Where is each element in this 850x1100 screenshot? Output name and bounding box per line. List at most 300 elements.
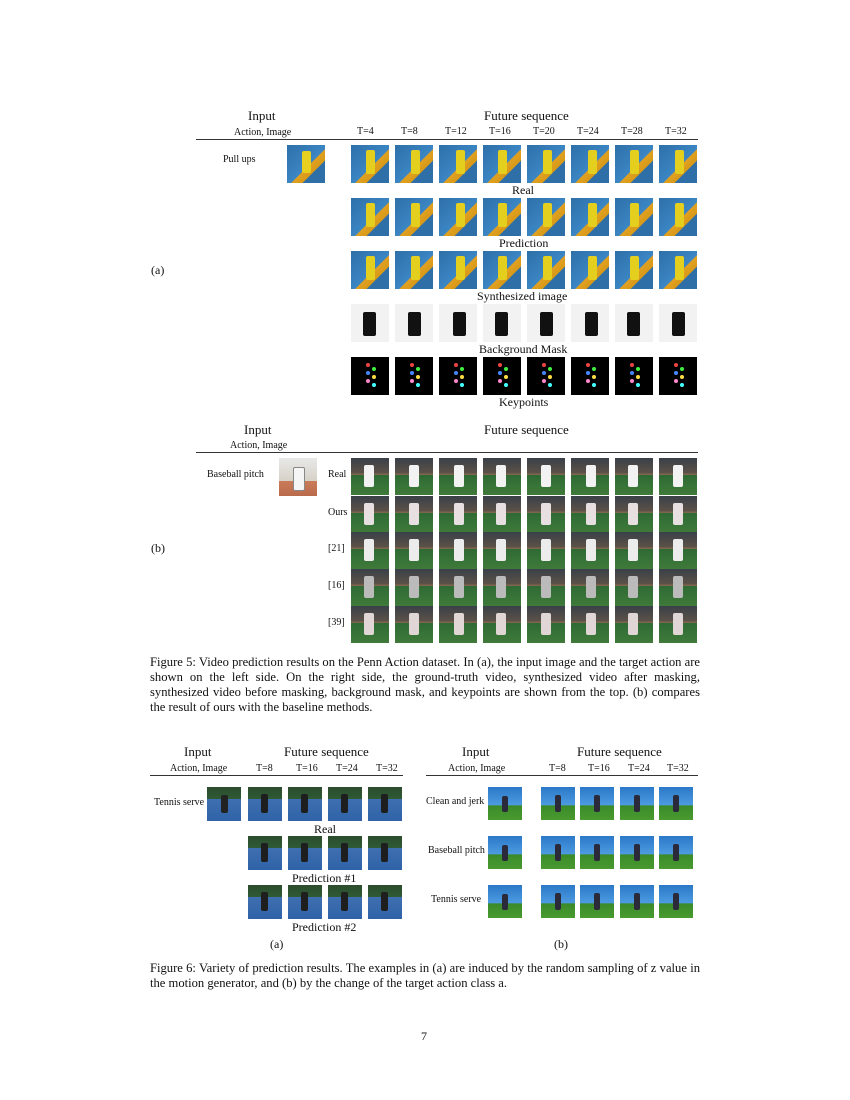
figure-silhouette bbox=[409, 613, 419, 635]
figure-silhouette bbox=[409, 465, 419, 487]
frame-thumbnail bbox=[439, 145, 477, 183]
frame-thumbnail bbox=[351, 532, 389, 569]
figure-silhouette bbox=[586, 465, 596, 487]
time-label: T=4 bbox=[357, 126, 374, 137]
keypoint-dot bbox=[542, 363, 546, 367]
figure-silhouette bbox=[496, 576, 506, 598]
time-label: T=32 bbox=[376, 763, 398, 774]
frame-thumbnail bbox=[527, 357, 565, 395]
fig5a-input-image bbox=[287, 145, 325, 183]
figure-silhouette bbox=[498, 150, 507, 174]
row-label: Prediction bbox=[499, 236, 549, 250]
figure-silhouette bbox=[673, 795, 679, 812]
figure-silhouette bbox=[675, 150, 684, 174]
figure-silhouette bbox=[364, 539, 374, 561]
keypoint-dot bbox=[504, 367, 508, 371]
frame-thumbnail bbox=[439, 304, 477, 342]
figure-silhouette bbox=[366, 150, 375, 174]
figure-silhouette bbox=[502, 894, 508, 910]
figure-silhouette bbox=[411, 256, 420, 280]
time-label: T=20 bbox=[533, 126, 555, 137]
frame-thumbnail bbox=[368, 787, 402, 821]
frame-thumbnail bbox=[395, 251, 433, 289]
frame-thumbnail bbox=[659, 357, 697, 395]
keypoint-dot bbox=[586, 363, 590, 367]
row-label: [21] bbox=[328, 543, 345, 554]
frame-thumbnail bbox=[527, 606, 565, 643]
frame-thumbnail bbox=[351, 569, 389, 606]
frame-thumbnail bbox=[439, 606, 477, 643]
fig6a-action-label: Tennis serve bbox=[154, 797, 205, 808]
row-label: Prediction #2 bbox=[292, 920, 357, 934]
keypoint-dot bbox=[460, 367, 464, 371]
figure-silhouette bbox=[381, 892, 388, 911]
figure-silhouette bbox=[673, 844, 679, 861]
time-label: T=24 bbox=[628, 763, 650, 774]
frame-thumbnail bbox=[620, 836, 654, 869]
frame-thumbnail bbox=[483, 251, 521, 289]
fig5b-input-image bbox=[279, 458, 317, 496]
figure-silhouette bbox=[673, 613, 683, 635]
keypoint-dot bbox=[416, 367, 420, 371]
figure-silhouette bbox=[585, 312, 598, 336]
keypoint-dot bbox=[630, 371, 634, 375]
figure-silhouette bbox=[409, 576, 419, 598]
frame-thumbnail bbox=[368, 836, 402, 870]
frame-thumbnail bbox=[659, 569, 697, 606]
page-number: 7 bbox=[421, 1029, 427, 1043]
figure-silhouette bbox=[456, 203, 465, 227]
figure-silhouette bbox=[411, 203, 420, 227]
figure-silhouette bbox=[628, 465, 638, 487]
figure-silhouette bbox=[495, 312, 508, 336]
figure-silhouette bbox=[634, 844, 640, 861]
keypoint-dot bbox=[592, 375, 596, 379]
time-label: T=16 bbox=[588, 763, 610, 774]
keypoint-dot bbox=[548, 375, 552, 379]
frame-thumbnail bbox=[527, 532, 565, 569]
row-label: Background Mask bbox=[479, 342, 568, 356]
row-label: Real bbox=[512, 183, 534, 197]
figure-silhouette bbox=[341, 892, 348, 911]
figure-silhouette bbox=[594, 893, 600, 910]
fig5b-input-header: Input bbox=[244, 422, 272, 437]
frame-thumbnail bbox=[527, 251, 565, 289]
figure-silhouette bbox=[555, 795, 561, 812]
frame-thumbnail bbox=[351, 251, 389, 289]
figure-silhouette bbox=[364, 613, 374, 635]
time-label: T=32 bbox=[667, 763, 689, 774]
keypoint-dot bbox=[592, 383, 596, 387]
figure-silhouette bbox=[301, 892, 308, 911]
fig6a-rule bbox=[150, 775, 403, 776]
figure-silhouette bbox=[543, 203, 552, 227]
frame-thumbnail bbox=[615, 569, 653, 606]
frame-thumbnail bbox=[439, 569, 477, 606]
keypoint-dot bbox=[498, 363, 502, 367]
figure-silhouette bbox=[341, 794, 348, 813]
fig6a-input-sub: Action, Image bbox=[170, 763, 228, 774]
figure-silhouette bbox=[628, 539, 638, 561]
frame-thumbnail bbox=[580, 885, 614, 918]
figure-silhouette bbox=[594, 795, 600, 812]
frame-thumbnail bbox=[395, 145, 433, 183]
frame-thumbnail bbox=[395, 569, 433, 606]
frame-thumbnail bbox=[615, 496, 653, 533]
keypoint-dot bbox=[680, 375, 684, 379]
frame-thumbnail bbox=[483, 458, 521, 495]
fig5b-input-sub: Action, Image bbox=[230, 440, 288, 451]
figure-silhouette bbox=[454, 576, 464, 598]
time-label: T=16 bbox=[296, 763, 318, 774]
time-label: T=24 bbox=[577, 126, 599, 137]
keypoint-dot bbox=[680, 367, 684, 371]
keypoint-dot bbox=[454, 363, 458, 367]
figure-silhouette bbox=[453, 312, 466, 336]
fig6-caption: Figure 6: Variety of prediction results. The examples in (a) are induced by the random sampling of z value in the motion generator, and (b) by the change of the target action class a. bbox=[150, 961, 700, 990]
figure-silhouette bbox=[364, 465, 374, 487]
frame-thumbnail bbox=[439, 251, 477, 289]
frame-thumbnail bbox=[527, 198, 565, 236]
figure-silhouette bbox=[675, 256, 684, 280]
keypoint-dot bbox=[548, 367, 552, 371]
figure-silhouette bbox=[630, 203, 639, 227]
figure-silhouette bbox=[634, 893, 640, 910]
figure-silhouette bbox=[541, 503, 551, 525]
figure-silhouette bbox=[628, 613, 638, 635]
keypoint-dot bbox=[548, 383, 552, 387]
fig5b-action-label: Baseball pitch bbox=[207, 469, 264, 480]
fig6b-input-header: Input bbox=[462, 744, 490, 759]
row-label: [39] bbox=[328, 617, 345, 628]
figure-silhouette bbox=[409, 503, 419, 525]
figure-silhouette bbox=[541, 465, 551, 487]
input-image bbox=[488, 787, 522, 820]
frame-thumbnail bbox=[395, 606, 433, 643]
figure-silhouette bbox=[673, 893, 679, 910]
frame-thumbnail bbox=[288, 787, 322, 821]
frame-thumbnail bbox=[395, 304, 433, 342]
frame-thumbnail bbox=[615, 532, 653, 569]
frame-thumbnail bbox=[351, 198, 389, 236]
frame-thumbnail bbox=[527, 304, 565, 342]
frame-thumbnail bbox=[571, 606, 609, 643]
frame-thumbnail bbox=[615, 357, 653, 395]
frame-thumbnail bbox=[659, 885, 693, 918]
frame-thumbnail bbox=[351, 458, 389, 495]
figure-silhouette bbox=[672, 312, 685, 336]
fig5a-rule bbox=[196, 139, 698, 140]
frame-thumbnail bbox=[659, 532, 697, 569]
fig5a-input-header: Input bbox=[248, 108, 276, 123]
figure-silhouette bbox=[594, 844, 600, 861]
frame-thumbnail bbox=[328, 885, 362, 919]
frame-thumbnail bbox=[328, 836, 362, 870]
frame-thumbnail bbox=[368, 885, 402, 919]
frame-thumbnail bbox=[248, 787, 282, 821]
keypoint-dot bbox=[410, 363, 414, 367]
keypoint-dot bbox=[636, 383, 640, 387]
keypoint-dot bbox=[636, 367, 640, 371]
time-label: T=24 bbox=[336, 763, 358, 774]
figure-silhouette bbox=[381, 843, 388, 862]
figure-silhouette bbox=[261, 794, 268, 813]
row-label: Ours bbox=[328, 507, 348, 518]
figure-silhouette bbox=[364, 576, 374, 598]
keypoint-dot bbox=[498, 379, 502, 383]
figure-silhouette bbox=[543, 256, 552, 280]
frame-thumbnail bbox=[615, 458, 653, 495]
frame-thumbnail bbox=[571, 357, 609, 395]
figure-silhouette bbox=[502, 845, 508, 861]
frame-thumbnail bbox=[351, 304, 389, 342]
frame-thumbnail bbox=[483, 569, 521, 606]
time-label: T=32 bbox=[665, 126, 687, 137]
fig6a-input-header: Input bbox=[184, 744, 212, 759]
figure-silhouette bbox=[628, 503, 638, 525]
figure-silhouette bbox=[588, 150, 597, 174]
figure-silhouette bbox=[341, 843, 348, 862]
keypoint-dot bbox=[416, 383, 420, 387]
figure-silhouette bbox=[366, 256, 375, 280]
frame-thumbnail bbox=[615, 145, 653, 183]
frame-thumbnail bbox=[659, 496, 697, 533]
input-image bbox=[488, 885, 522, 918]
frame-thumbnail bbox=[483, 606, 521, 643]
keypoint-dot bbox=[542, 379, 546, 383]
figure-silhouette bbox=[543, 150, 552, 174]
figure-silhouette bbox=[454, 539, 464, 561]
frame-thumbnail bbox=[439, 357, 477, 395]
frame-thumbnail bbox=[571, 251, 609, 289]
figure-silhouette bbox=[673, 539, 683, 561]
time-label: T=8 bbox=[401, 126, 418, 137]
fig5b-rule bbox=[196, 452, 698, 453]
frame-thumbnail bbox=[571, 569, 609, 606]
keypoint-dot bbox=[366, 379, 370, 383]
row-label: Prediction #1 bbox=[292, 871, 357, 885]
figure-silhouette bbox=[673, 465, 683, 487]
figure-silhouette bbox=[301, 794, 308, 813]
frame-thumbnail bbox=[659, 606, 697, 643]
fig5-caption: Figure 5: Video prediction results on the Penn Action dataset. In (a), the input image and the target action are shown on the left side. On the right side, the ground-truth video, synthesized video after masking, synthesized video before masking, background mask, and keypoints are shown from the top. (b) compares the result of ours with the baseline methods. bbox=[150, 655, 700, 714]
keypoint-dot bbox=[586, 371, 590, 375]
keypoint-dot bbox=[504, 375, 508, 379]
frame-thumbnail bbox=[571, 496, 609, 533]
frame-thumbnail bbox=[483, 532, 521, 569]
figure-silhouette bbox=[261, 843, 268, 862]
frame-thumbnail bbox=[580, 836, 614, 869]
frame-thumbnail bbox=[395, 198, 433, 236]
figure-silhouette bbox=[454, 613, 464, 635]
frame-thumbnail bbox=[483, 496, 521, 533]
figure-silhouette bbox=[496, 613, 506, 635]
figure-silhouette bbox=[498, 256, 507, 280]
frame-thumbnail bbox=[351, 145, 389, 183]
figure-silhouette bbox=[366, 203, 375, 227]
figure-silhouette bbox=[261, 892, 268, 911]
figure-silhouette bbox=[496, 503, 506, 525]
fig6b-future-header: Future sequence bbox=[577, 744, 662, 759]
figure-silhouette bbox=[588, 203, 597, 227]
frame-thumbnail bbox=[541, 787, 575, 820]
frame-thumbnail bbox=[439, 198, 477, 236]
fig5a-action-label: Pull ups bbox=[223, 154, 256, 165]
figure-silhouette bbox=[454, 465, 464, 487]
frame-thumbnail bbox=[351, 357, 389, 395]
time-label: T=28 bbox=[621, 126, 643, 137]
figure-silhouette bbox=[540, 312, 553, 336]
keypoint-dot bbox=[410, 371, 414, 375]
figure-silhouette bbox=[588, 256, 597, 280]
frame-thumbnail bbox=[483, 198, 521, 236]
figure-silhouette bbox=[364, 503, 374, 525]
time-label: T=12 bbox=[445, 126, 467, 137]
keypoint-dot bbox=[674, 363, 678, 367]
figure-silhouette bbox=[496, 539, 506, 561]
frame-thumbnail bbox=[615, 198, 653, 236]
figure-silhouette bbox=[675, 203, 684, 227]
keypoint-dot bbox=[586, 379, 590, 383]
fig6b-input-sub: Action, Image bbox=[448, 763, 506, 774]
figure-silhouette bbox=[586, 613, 596, 635]
action-label: Tennis serve bbox=[431, 894, 482, 905]
row-label: Synthesized image bbox=[477, 289, 568, 303]
keypoint-dot bbox=[372, 383, 376, 387]
action-label: Baseball pitch bbox=[428, 845, 485, 856]
keypoint-dot bbox=[460, 375, 464, 379]
frame-thumbnail bbox=[615, 606, 653, 643]
frame-thumbnail bbox=[615, 304, 653, 342]
frame-thumbnail bbox=[395, 532, 433, 569]
figure-silhouette bbox=[496, 465, 506, 487]
keypoint-dot bbox=[542, 371, 546, 375]
time-label: T=8 bbox=[549, 763, 566, 774]
frame-thumbnail bbox=[483, 357, 521, 395]
keypoint-dot bbox=[592, 367, 596, 371]
keypoint-dot bbox=[630, 363, 634, 367]
frame-thumbnail bbox=[659, 787, 693, 820]
keypoint-dot bbox=[504, 383, 508, 387]
frame-thumbnail bbox=[527, 145, 565, 183]
figure-silhouette bbox=[498, 203, 507, 227]
frame-thumbnail bbox=[395, 458, 433, 495]
frame-thumbnail bbox=[659, 198, 697, 236]
frame-thumbnail bbox=[483, 304, 521, 342]
frame-thumbnail bbox=[328, 787, 362, 821]
row-label: Real bbox=[328, 469, 347, 480]
figure-silhouette bbox=[586, 576, 596, 598]
action-label: Clean and jerk bbox=[426, 796, 485, 807]
frame-thumbnail bbox=[541, 885, 575, 918]
keypoint-dot bbox=[636, 375, 640, 379]
time-label: T=8 bbox=[256, 763, 273, 774]
figure-silhouette bbox=[627, 312, 640, 336]
figure-silhouette bbox=[454, 503, 464, 525]
figure-silhouette bbox=[586, 503, 596, 525]
frame-thumbnail bbox=[620, 787, 654, 820]
frame-thumbnail bbox=[288, 885, 322, 919]
figure-silhouette bbox=[456, 256, 465, 280]
fig6a-input-image bbox=[207, 787, 241, 821]
keypoint-dot bbox=[498, 371, 502, 375]
keypoint-dot bbox=[460, 383, 464, 387]
keypoint-dot bbox=[416, 375, 420, 379]
figure-silhouette bbox=[381, 794, 388, 813]
fig5a-future-header: Future sequence bbox=[484, 108, 569, 123]
frame-thumbnail bbox=[541, 836, 575, 869]
figure-silhouette bbox=[555, 893, 561, 910]
fig5a-panel-label: (a) bbox=[151, 263, 165, 277]
keypoint-dot bbox=[366, 371, 370, 375]
input-image bbox=[488, 836, 522, 869]
frame-thumbnail bbox=[571, 198, 609, 236]
frame-thumbnail bbox=[395, 496, 433, 533]
frame-thumbnail bbox=[571, 532, 609, 569]
figure-silhouette bbox=[541, 539, 551, 561]
figure-silhouette bbox=[630, 150, 639, 174]
frame-thumbnail bbox=[527, 458, 565, 495]
figure-silhouette bbox=[456, 150, 465, 174]
frame-thumbnail bbox=[659, 458, 697, 495]
figure-silhouette bbox=[586, 539, 596, 561]
frame-thumbnail bbox=[351, 606, 389, 643]
fig5a-input-sub: Action, Image bbox=[234, 127, 292, 138]
time-label: T=16 bbox=[489, 126, 511, 137]
row-label: [16] bbox=[328, 580, 345, 591]
keypoint-dot bbox=[366, 363, 370, 367]
keypoint-dot bbox=[674, 379, 678, 383]
frame-thumbnail bbox=[659, 836, 693, 869]
fig6b-rule bbox=[426, 775, 698, 776]
frame-thumbnail bbox=[439, 458, 477, 495]
frame-thumbnail bbox=[351, 496, 389, 533]
frame-thumbnail bbox=[620, 885, 654, 918]
row-label: Real bbox=[314, 822, 336, 836]
frame-thumbnail bbox=[571, 145, 609, 183]
keypoint-dot bbox=[372, 375, 376, 379]
figure-silhouette bbox=[411, 150, 420, 174]
keypoint-dot bbox=[680, 383, 684, 387]
figure-silhouette bbox=[541, 613, 551, 635]
keypoint-dot bbox=[630, 379, 634, 383]
figure-silhouette bbox=[541, 576, 551, 598]
keypoint-dot bbox=[410, 379, 414, 383]
figure-silhouette bbox=[673, 503, 683, 525]
figure-silhouette bbox=[408, 312, 421, 336]
frame-thumbnail bbox=[527, 569, 565, 606]
frame-thumbnail bbox=[659, 145, 697, 183]
frame-thumbnail bbox=[580, 787, 614, 820]
keypoint-dot bbox=[372, 367, 376, 371]
keypoint-dot bbox=[454, 379, 458, 383]
frame-thumbnail bbox=[288, 836, 322, 870]
fig5b-future-header: Future sequence bbox=[484, 422, 569, 437]
frame-thumbnail bbox=[439, 532, 477, 569]
frame-thumbnail bbox=[248, 885, 282, 919]
figure-silhouette bbox=[555, 844, 561, 861]
frame-thumbnail bbox=[395, 357, 433, 395]
frame-thumbnail bbox=[659, 251, 697, 289]
figure-silhouette bbox=[673, 576, 683, 598]
fig6b-panel-label: (b) bbox=[554, 937, 568, 951]
figure-silhouette bbox=[409, 539, 419, 561]
fig6a-panel-label: (a) bbox=[270, 937, 284, 951]
figure-silhouette bbox=[301, 843, 308, 862]
frame-thumbnail bbox=[615, 251, 653, 289]
frame-thumbnail bbox=[571, 304, 609, 342]
frame-thumbnail bbox=[439, 496, 477, 533]
